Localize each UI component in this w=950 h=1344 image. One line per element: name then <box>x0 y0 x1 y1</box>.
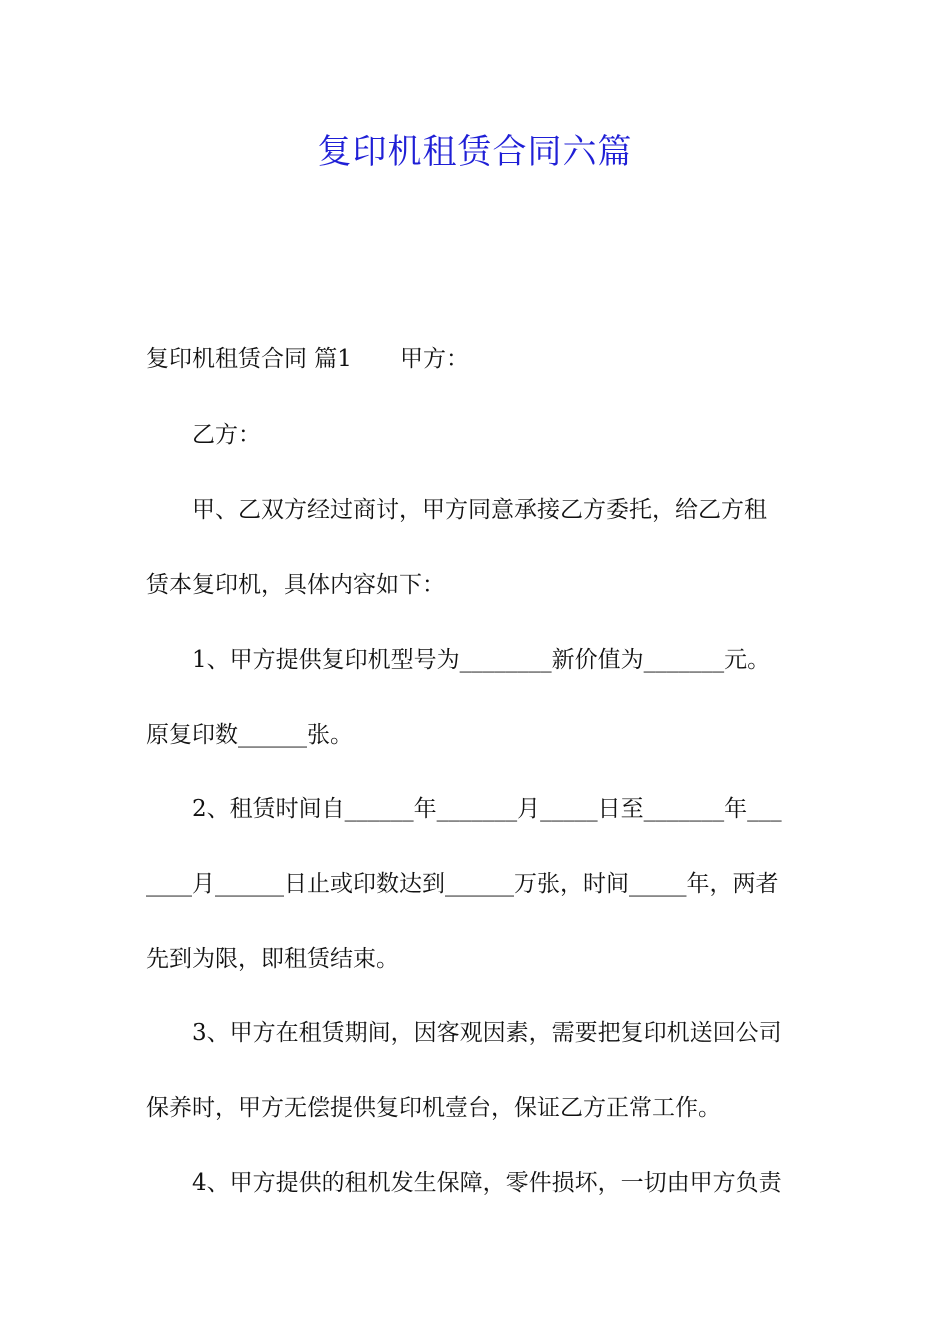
party-b-label: 乙方： <box>192 422 261 448</box>
clause-4-line: 4、甲方提供的租机发生保障，零件损坏，一切由甲方负责 <box>192 1170 782 1196</box>
clause-3-line: 3、甲方在租赁期间，因客观因素，需要把复印机送回公司 <box>192 1020 782 1046</box>
clause-2-line: 2、租赁时间自______年_______月_____日至_______年___ <box>192 796 782 822</box>
clause-1-line: 原复印数______张。 <box>146 722 353 748</box>
section-heading-line <box>146 343 810 375</box>
clause-1-line: 1、甲方提供复印机型号为________新价值为_______元。 <box>192 647 771 673</box>
clause-2-line: ____月______日止或印数达到______万张，时间_____年，两者 <box>146 871 779 897</box>
clause-3-line: 保养时，甲方无偿提供复印机壹台，保证乙方正常工作。 <box>146 1095 721 1121</box>
clause-2-line: 先到为限，即租赁结束。 <box>146 946 399 972</box>
document-title: 复印机租赁合同六篇 <box>317 132 633 172</box>
section-heading: 复印机租赁合同 篇1 <box>146 346 352 372</box>
party-a-label: 甲方： <box>399 346 469 372</box>
paragraph-line: 甲、乙双方经过商讨，甲方同意承接乙方委托，给乙方租 <box>192 497 767 523</box>
paragraph-line: 赁本复印机，具体内容如下： <box>146 572 445 598</box>
